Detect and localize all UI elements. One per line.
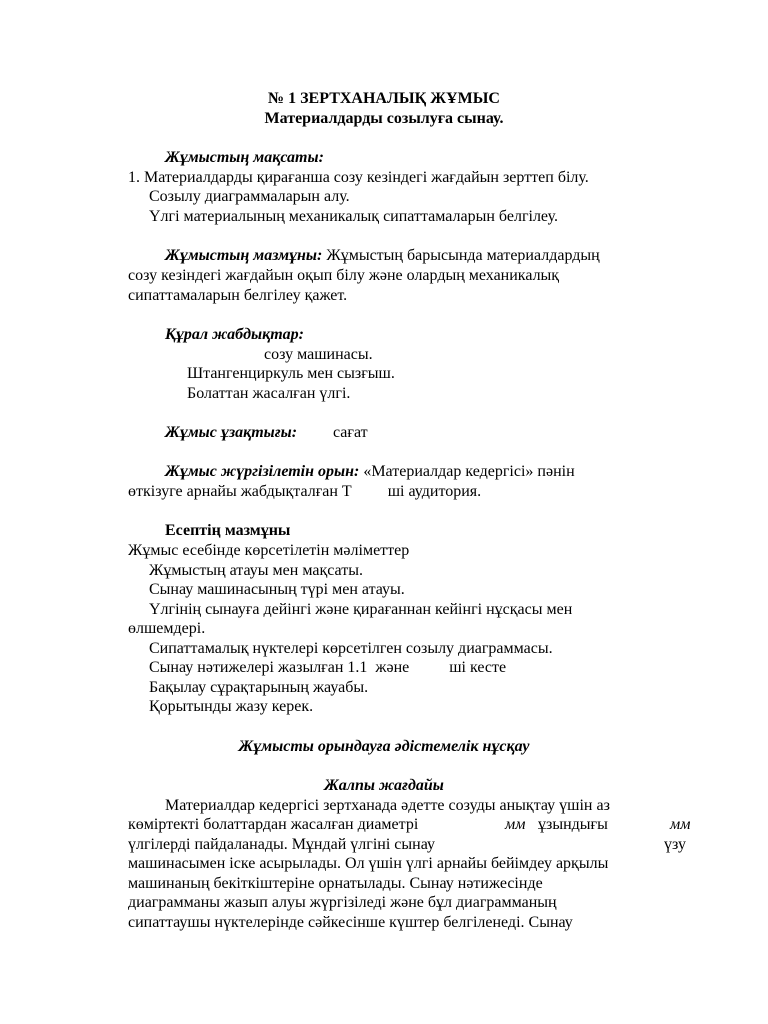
content-paragraph-line (128, 246, 694, 266)
content-paragraph-line: созу кезіндегі жағдайын оқып білу және олардың механикалық (128, 267, 560, 284)
general-line: үзу (664, 836, 686, 853)
page-subtitle: Материалдарды созылуға сынау. (264, 110, 504, 127)
general-heading: Жалпы жағдайы (324, 777, 444, 794)
place-paragraph-line: өткізуге арнайы жабдықталған Т ші аудитория. (128, 483, 482, 500)
content-paragraph-line: сипаттамаларын белгілеу қажет. (128, 287, 348, 304)
report-item: Жұмыстың атауы мен мақсаты. (149, 562, 363, 579)
goal-item: 1. Материалдарды қирағанша созу кезіндегі жағдайын зерттеп білу. (128, 169, 589, 186)
equipment-item: Болаттан жасалған үлгі. (187, 385, 351, 402)
unit-mm: мм (670, 816, 691, 833)
goal-heading: Жұмыстың мақсаты: (165, 149, 324, 166)
report-item: Сынау нәтижелері жазылған 1.1 және ші кесте (149, 659, 507, 676)
goal-item: Үлгі материалының механикалық сипаттамаларын белгілеу. (149, 208, 559, 225)
report-item: Бақылау сұрақтарының жауабы. (149, 679, 369, 696)
place-text: «Материалдар кедергісі» пәнін (363, 463, 575, 480)
place-heading: Жұмыс жүргізілетін орын: (165, 463, 360, 480)
page-title: № 1 ЗЕРТХАНАЛЫҚ ЖҰМЫС (268, 90, 500, 107)
equipment-item: созу машинасы. (264, 346, 373, 363)
report-intro: Жұмыс есебінде көрсетілетін мәліметтер (128, 542, 410, 559)
report-item: өлшемдері. (128, 620, 206, 637)
duration-heading: Жұмыс ұзақтығы: (165, 424, 298, 441)
general-line: диаграмманы жазып алуы жүргізіледі және бұл диаграмманың (128, 894, 557, 911)
place-paragraph-line (128, 462, 694, 482)
general-line: машинасымен іске асырылады. Ол үшін үлгі арнайы бейімдеу арқылы (128, 855, 609, 872)
content-heading: Жұмыстың мазмұны: (165, 247, 323, 264)
general-line: машинаның бекіткіштеріне орнатылады. Сынау нәтижесінде (128, 875, 543, 892)
general-line: сипаттаушы нүктелерінде сәйкесінше күштер белгіленеді. Сынау (128, 914, 573, 931)
general-line: көміртекті болаттардан жасалған диаметрі (128, 816, 419, 833)
equipment-item: Штангенциркуль мен сызғыш. (187, 365, 395, 382)
equipment-heading: Құрал жабдықтар: (165, 326, 304, 343)
report-item: Үлгінің сынауға дейінгі және қирағаннан кейінгі нұсқасы мен (149, 601, 573, 618)
general-line: Материалдар кедергісі зертханада әдетте созуды анықтау үшін аз (165, 797, 610, 814)
duration-value: сағат (333, 424, 368, 441)
report-item: Сипаттамалық нүктелері көрсетілген созылу диаграммасы. (149, 640, 553, 657)
unit-mm: мм (505, 816, 526, 833)
goal-item: Созылу диаграммаларын алу. (149, 188, 350, 205)
general-line: үлгілерді пайдаланады. Мұндай үлгіні сынау (128, 836, 435, 853)
report-heading: Есептің мазмұны (165, 522, 291, 539)
report-item: Сынау машинасының түрі мен атауы. (149, 581, 405, 598)
content-text: Жұмыстың барысында материалдардың (326, 247, 600, 264)
method-heading: Жұмысты орындауға әдістемелік нұсқау (238, 738, 530, 755)
report-item: Қорытынды жазу керек. (149, 698, 314, 715)
general-line: ұзындығы (538, 816, 608, 833)
